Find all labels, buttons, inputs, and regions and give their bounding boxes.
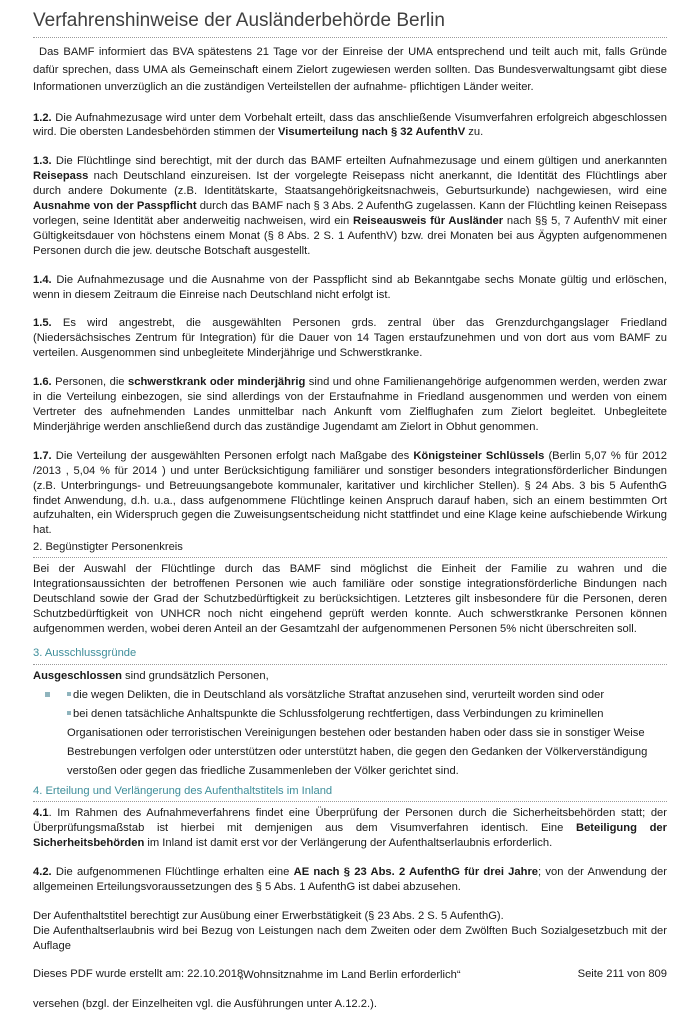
square-bullet-icon <box>45 692 50 697</box>
list-item <box>33 705 667 781</box>
text: im Inland ist damit erst vor der Verlängerung der Aufenthaltserlaubnis erforderlich. <box>144 837 553 850</box>
exclusion-list <box>33 686 667 781</box>
text: sind grundsätzlich Personen, <box>121 669 269 682</box>
text: . Im Rahmen des Aufnahmeverfahrens findet eine Überprüfung der Personen durch die Sicherheitsbehörden statt; der Überprüfungsmaßstab ist hierbei mit demjenigen aus dem Visumverfahren identisch. Eine <box>33 807 667 835</box>
paragraph-1-2 <box>33 111 667 141</box>
text: Die Verteilung der ausgewählten Personen erfolgt nach Maßgabe des <box>51 449 414 462</box>
page-title: Verfahrenshinweise der Ausländerbehörde Berlin <box>33 10 667 38</box>
list-item <box>33 686 667 705</box>
square-bullet-icon <box>67 692 71 696</box>
list-item-text: bei denen tatsächliche Anhaltspunkte die Schlussfolgerung rechtfertigen, dass Verbindungen zu kriminellen Organisationen oder terroristischen Vereinigungen bestehen oder bestanden haben oder dass sie in sonstiger Weise Bestrebungen verfolgen oder unterstützen oder unterstützt haben, die gegen den Gedanken der Völkerverständigung verstoßen oder gegen das friedliche Zusammenleben der Völker gerichtet sind. <box>67 707 648 777</box>
bold-text: Reiseausweis für Ausländer <box>353 214 504 227</box>
paragraph-number: 4.1 <box>33 807 49 820</box>
section-3-lead <box>33 669 667 684</box>
bold-text: Beteiligung der Sicherheitsbehörden <box>33 822 667 850</box>
paragraph-number: 1.5. <box>33 317 52 330</box>
paragraph-1-6 <box>33 375 667 435</box>
footer-created-date: Dieses PDF wurde erstellt am: 22.10.2018 <box>33 968 244 980</box>
text: (Berlin 5,07 % für 2012 /2013 , 5,04 % für 2014 ) und unter Berücksichtigung familiärer und sonstiger besonders integrationsförderlicher Bindungen (z.B. Unterbringungs- und Betreuungsangebote kommunaler, karitativer und kirchlicher Stellen). § 24 Abs. 3 bis 5 AufenthG findet Anwendung, d.h. u.a., dass aufgenommene Flüchtlinge keinen Anspruch darauf haben, sich an einem bestimmten Ort aufzuhalten, ein Widerspruch gegen die Zuweisungsentscheidung nicht stattfindet und eine Klage keine aufschiebende Wirkung hat. <box>33 449 667 537</box>
paragraph-4-2 <box>33 865 667 895</box>
section-3-heading: 3. Ausschlussgründe <box>33 646 667 665</box>
condition-quote: „Wohnsitznahme im Land Berlin erforderlich“ <box>239 968 461 981</box>
bold-text: Reisepass <box>33 170 89 183</box>
paragraph-residence-condition: Die Aufenthaltserlaubnis wird bei Bezug von Leistungen nach dem Zweiten oder dem Zwölften Buch Sozialgesetzbuch mit der Auflage <box>33 924 667 952</box>
paragraph-work-permit: Der Aufenthaltstitel berechtigt zur Ausübung einer Erwerbstätigkeit (§ 23 Abs. 2 S. 5 AufenthG). <box>33 909 504 922</box>
paragraph-number: 1.7. <box>33 449 52 462</box>
section-4-heading: 4. Erteilung und Verlängerung des Aufenthaltstitels im Inland <box>33 784 667 803</box>
paragraph-1-7 <box>33 449 667 538</box>
text: nach §§ 5, 7 AufenthV mit einer Gültigkeitsdauer von höchstens einem Monat (§ 8 Abs. 2 S. 1 AufenthV) bzw. drei Monaten bei aus Ägypten aufgenommenen Personen durch die jew. deutsche Botschaft ausgestellt. <box>33 214 667 257</box>
text: Es wird angestrebt, die ausgewählten Personen grds. zentral über das Grenzdurchgangslager Friedland (Niedersächsisches Zentrum für Integration) für die Dauer von 14 Tagen erstaufzunehmen und von dort aus vom BAMF zu verteilen. Ausgenommen sind unbegleitete Minderjährige und Schwerstkranke. <box>33 317 667 360</box>
square-bullet-icon <box>67 711 71 715</box>
text: Die Aufnahmezusage und die Ausnahme von der Passpflicht sind ab Bekanntgabe sechs Monate gültig und erlöschen, wenn in diesem Zeitraum die Einreise nach Deutschland nicht erfolgt ist. <box>33 273 667 301</box>
paragraph-number: 1.6. <box>33 376 52 389</box>
paragraph-number: 1.4. <box>33 273 52 286</box>
text: sind und ohne Familienangehörige aufgenommen werden, werden zwar in die Verteilung einbezogen, sie sind allerdings von der Erstaufnahme in Friedland ausgenommen und werden von einem Vertreter des aufnehmenden Landes unmittelbar nach Ankunft vom Zielflughafen zum Zielort begleitet. Unbegleitete Minderjährige werden anschließend durch das zuständige Jugendamt am Zielort in Obhut genommen. <box>33 376 667 433</box>
section-2-heading: 2. Begünstigter Personenkreis <box>33 540 667 558</box>
paragraph-see-also: versehen (bzgl. der Einzelheiten vgl. die Ausführungen unter A.12.2.). <box>33 997 377 1010</box>
paragraph-number: 1.2. <box>33 111 52 124</box>
paragraph-1-4 <box>33 273 667 303</box>
intro-paragraph: Das BAMF informiert das BVA spätestens 21 Tage vor der Einreise der UMA entsprechend und teilt auch mit, falls Gründe dafür sprechen, dass UMA als Gemeinschaft einem Zielort zugewiesen werden sollten. Das Bundesverwaltungsamt gibt diese Informationen unverzüglich an die zuständigen Verteilstellen der aufnahme- pflichtigen Länder weiter. <box>33 46 667 93</box>
section-2-text: Bei der Auswahl der Flüchtlinge durch das BAMF sind möglichst die Einheit der Familie zu wahren und die Integrationsaussichten der betroffenen Personen wie auch familiäre oder sonstige integrationsförderliche Bindungen nach Deutschland sowie der Grad der Schutzbedürftigkeit zu berücksichtigen. Letzteres gilt insbesondere für die Personen, deren Schutzbedürftigkeit von UNHCR noch nicht eingehend geprüft werden konnte. Auch schwerstkranke Personen können aufgenommen werden, wobei deren Anteil an der Gesamtzahl der aufgenommenen Personen 5% nicht überschreiten soll. <box>33 563 667 635</box>
document-body <box>33 42 667 1011</box>
text: Die Flüchtlinge sind berechtigt, mit der durch das BAMF erteilten Aufnahmezusage und einem gültigen und anerkannten <box>51 155 667 168</box>
paragraph-1-5 <box>33 316 667 361</box>
bold-text: schwerstkrank oder minderjährig <box>128 376 306 389</box>
text: ; von der Anwendung der allgemeinen Erteilungsvoraussetzungen des § 5 Abs. 1 AufenthG ist dabei abzusehen. <box>33 866 668 894</box>
paragraph-number: 1.3. <box>33 155 52 168</box>
paragraph-4-1 <box>33 806 667 851</box>
footer-page-number: Seite 211 von 809 <box>577 968 667 980</box>
text: zu. <box>465 126 484 139</box>
paragraph-number: 4.2. <box>33 866 52 879</box>
paragraph-1-3 <box>33 154 667 258</box>
bold-text: Ausgeschlossen <box>33 669 122 682</box>
text: nach Deutschland einzureisen. Ist der vorgelegte Reisepass nicht anerkannt, die Identität des Flüchtlings aber durch andere Dokumente (z.B. Identitätskarte, Staatsangehörigkeitsnachweis, Geburtsurkunde) nachgewiesen, wird eine <box>33 170 667 198</box>
bold-text: Ausnahme von der Passpflicht <box>33 200 197 213</box>
list-item-text: die wegen Delikten, die in Deutschland als vorsätzliche Straftat anzusehen sind, verurteilt worden sind oder <box>73 688 605 701</box>
text: Personen, die <box>51 376 128 389</box>
text: Die aufgenommenen Flüchtlinge erhalten eine <box>51 866 294 879</box>
bold-text: Königsteiner Schlüssels <box>413 449 545 462</box>
bold-text: Visumerteilung nach § 32 AufenthV <box>278 126 466 139</box>
text: durch das BAMF nach § 3 Abs. 2 AufenthG zugelassen. Kann der Flüchtling keinen Reisepass vorlegen, seine Identität aber anderweitig nachweisen, wird ein <box>33 200 667 227</box>
bold-text: AE nach § 23 Abs. 2 AufenthG für drei Jahre <box>293 866 539 879</box>
text: Die Aufnahmezusage wird unter dem Vorbehalt erteilt, dass das anschließende Visumverfahren erfolgreich abgeschlossen wird. Die obersten Landesbehörden stimmen der <box>33 111 667 139</box>
